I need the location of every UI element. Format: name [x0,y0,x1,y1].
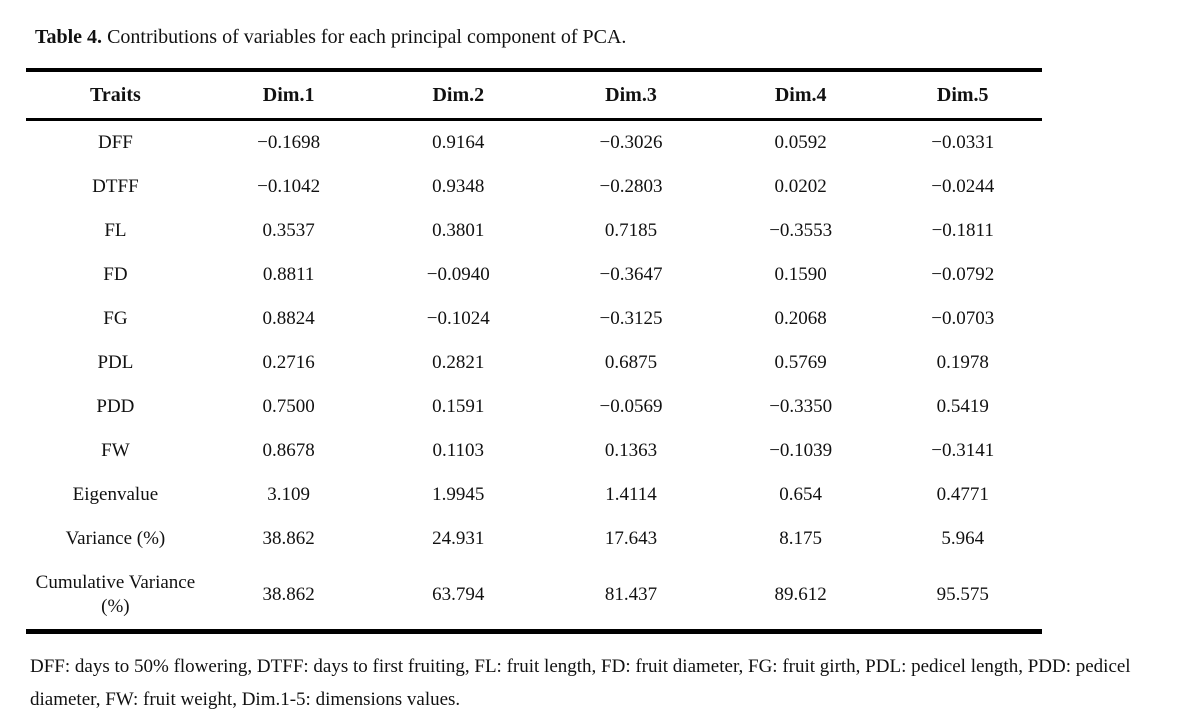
column-header-dim1: Dim.1 [262,84,315,106]
value-cell: 0.2716 [262,352,315,373]
value-cell: −0.0331 [931,132,995,153]
value-cell: −0.0703 [931,308,995,329]
value-cell: 3.109 [267,484,310,505]
value-cell: 38.862 [262,528,315,549]
value-cell: −0.2803 [599,176,663,197]
table-footnote: DFF: days to 50% flowering, DTFF: days to first fruiting, FL: fruit length, FD: fruit diameter, FG: fruit girth, PDL: pedicel length, PDD: pedicel diameter, FW: fruit weight, Dim.1-5: dimensions values. [30,656,1131,710]
value-cell: −0.1811 [931,220,994,241]
column-header-dim3: Dim.3 [605,84,657,106]
value-cell: 0.6875 [604,352,658,373]
value-cell: 81.437 [604,584,658,605]
trait-cell: FG [103,308,128,329]
value-cell: 0.9164 [432,132,485,153]
value-cell: −0.1039 [769,440,833,461]
value-cell: 89.612 [774,584,827,605]
column-header-dim2: Dim.2 [432,84,485,106]
trait-cell: Eigenvalue [72,484,159,505]
column-header-dim5: Dim.5 [936,84,989,106]
value-cell: −0.3026 [599,132,663,153]
table-row-fg [26,297,1042,341]
value-cell: 0.5769 [774,352,827,373]
value-cell: 0.1590 [774,264,827,285]
trait-cell: PDD [96,396,135,417]
table-row-dtff [26,165,1042,209]
value-cell: −0.3553 [769,220,833,241]
value-cell: −0.0244 [931,176,995,197]
value-cell: 8.175 [779,528,823,549]
value-cell: 0.0592 [774,132,827,153]
trait-cell: FL [104,220,127,241]
value-cell: −0.3125 [599,308,663,329]
table-caption [35,24,1186,50]
value-cell: 1.9945 [432,484,485,505]
value-cell: −0.1024 [426,308,490,329]
value-cell: 0.3537 [262,220,315,241]
value-cell: −0.0569 [599,396,663,417]
trait-cell: FD [103,264,128,285]
value-cell: −0.3647 [599,264,663,285]
value-cell: 0.7185 [604,220,658,241]
value-cell: 0.5419 [936,396,989,417]
table-row-cumulative-variance [26,561,1042,632]
value-cell: 63.794 [432,584,485,605]
table-row-pdd [26,385,1042,429]
trait-cell: DTFF [92,176,139,197]
pca-contributions-table [26,68,1042,634]
value-cell: 0.2068 [774,308,827,329]
value-cell: 0.8824 [262,308,315,329]
value-cell: 0.4771 [936,484,989,505]
trait-cell: DFF [97,132,133,153]
trait-cell: Cumulative Variance (%) [35,572,196,617]
table-row-pdl [26,341,1042,385]
value-cell: −0.3350 [769,396,833,417]
value-cell: 0.1103 [432,440,485,461]
value-cell: −0.1042 [257,176,321,197]
value-cell: 1.4114 [605,484,657,505]
value-cell: −0.1698 [257,132,321,153]
value-cell: 0.0202 [774,176,827,197]
value-cell: −0.0940 [426,264,490,285]
value-cell: 0.8811 [262,264,315,285]
trait-cell: FW [101,440,130,461]
table-row-dff [26,120,1042,166]
column-header-traits: Traits [90,84,141,106]
trait-cell: PDL [97,352,134,373]
value-cell: 0.8678 [262,440,315,461]
value-cell: 0.1591 [432,396,485,417]
value-cell: 38.862 [262,584,315,605]
table-row-fl [26,209,1042,253]
table-row-fw [26,429,1042,473]
value-cell: 0.9348 [432,176,485,197]
value-cell: −0.3141 [931,440,995,461]
table-row-fd [26,253,1042,297]
value-cell: 0.2821 [432,352,485,373]
table-caption-text: Contributions of variables for each principal component of PCA. [107,26,627,48]
value-cell: 5.964 [941,528,985,549]
value-cell: −0.0792 [931,264,995,285]
value-cell: 17.643 [604,528,658,549]
value-cell: 0.654 [779,484,823,505]
table-caption-label: Table 4. [35,26,103,48]
table-row-variance [26,517,1042,561]
header-row [26,70,1042,120]
value-cell: 0.1363 [604,440,658,461]
value-cell: 0.7500 [262,396,315,417]
value-cell: 24.931 [432,528,485,549]
trait-cell: Variance (%) [65,528,166,549]
value-cell: 95.575 [936,584,989,605]
value-cell: 0.1978 [936,352,989,373]
value-cell: 0.3801 [432,220,485,241]
table-row-eigenvalue [26,473,1042,517]
column-header-dim4: Dim.4 [774,84,827,106]
